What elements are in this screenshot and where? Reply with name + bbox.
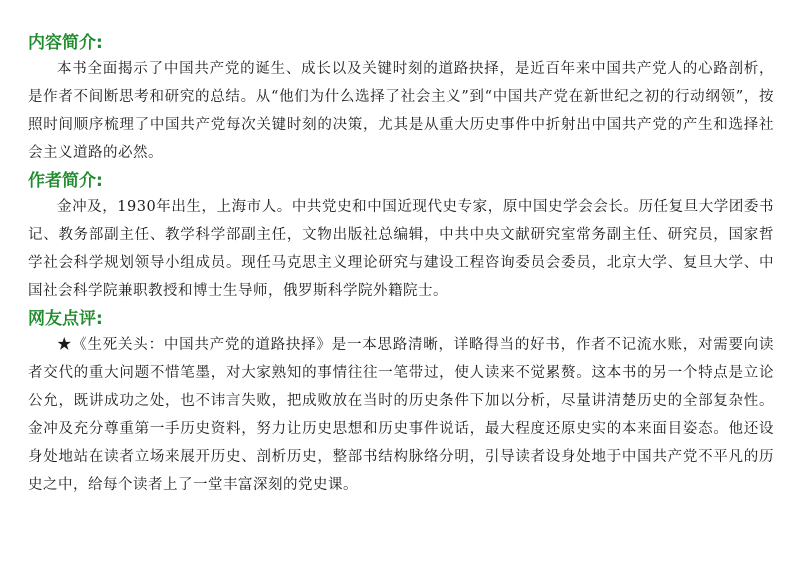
section-body-author-intro: 金冲及，1930年出生，上海市人。中共党史和中国近现代史专家，原中国史学会会长。历任复旦大学团委书记、教务部副主任、教学科学部副主任，文物出版社总编辑，中共中央文献研究室常务副主任、研究员，国家哲学社会科学规划领导小组成员。现任马克思主义理论研究与建设工程咨询委员会委员，北京大学、复旦大学、中国社会科学院兼职教授和博士生导师，俄罗斯科学院外籍院士。 [28,199,774,299]
section-reader-reviews [28,307,774,499]
section-body-reader-reviews: ★《生死关头：中国共产党的道路抉择》是一本思路清晰，详略得当的好书，作者不记流水账，对需要向读者交代的重大问题不惜笔墨，对大家熟知的事情往往一笔带过，使人读来不觉累赘。这本书的另一个特点是立论公允，既讲成功之处，也不讳言失败，把成败放在当时的历史条件下加以分析，尽量讲清楚历史的全部复杂性。金冲及充分尊重第一手历史资料，努力让历史思想和历史事件说话，最大程度还原史实的本来面目姿态。他还设身处地站在读者立场来展开历史、剖析历史，整部书结构脉络分明，引导读者设身处地于中国共产党不平凡的历史之中，给每个读者上了一堂丰富深刻的党史课。 [28,337,774,493]
section-heading-content-intro: 内容简介: [28,33,103,53]
section-content-intro [28,31,774,167]
section-heading-reader-reviews: 网友点评: [28,309,103,329]
section-heading-author-intro: 作者简介: [28,171,103,191]
section-author-intro [28,169,774,305]
section-body-content-intro: 本书全面揭示了中国共产党的诞生、成长以及关键时刻的道路抉择，是近百年来中国共产党人的心路剖析，是作者不间断思考和研究的总结。从“他们为什么选择了社会主义”到“中国共产党在新世纪之初的行动纲领”，按照时间顺序梳理了中国共产党每次关键时刻的决策，尤其是从重大历史事件中折射出中国共产党的产生和选择社会主义道路的必然。 [28,61,774,161]
